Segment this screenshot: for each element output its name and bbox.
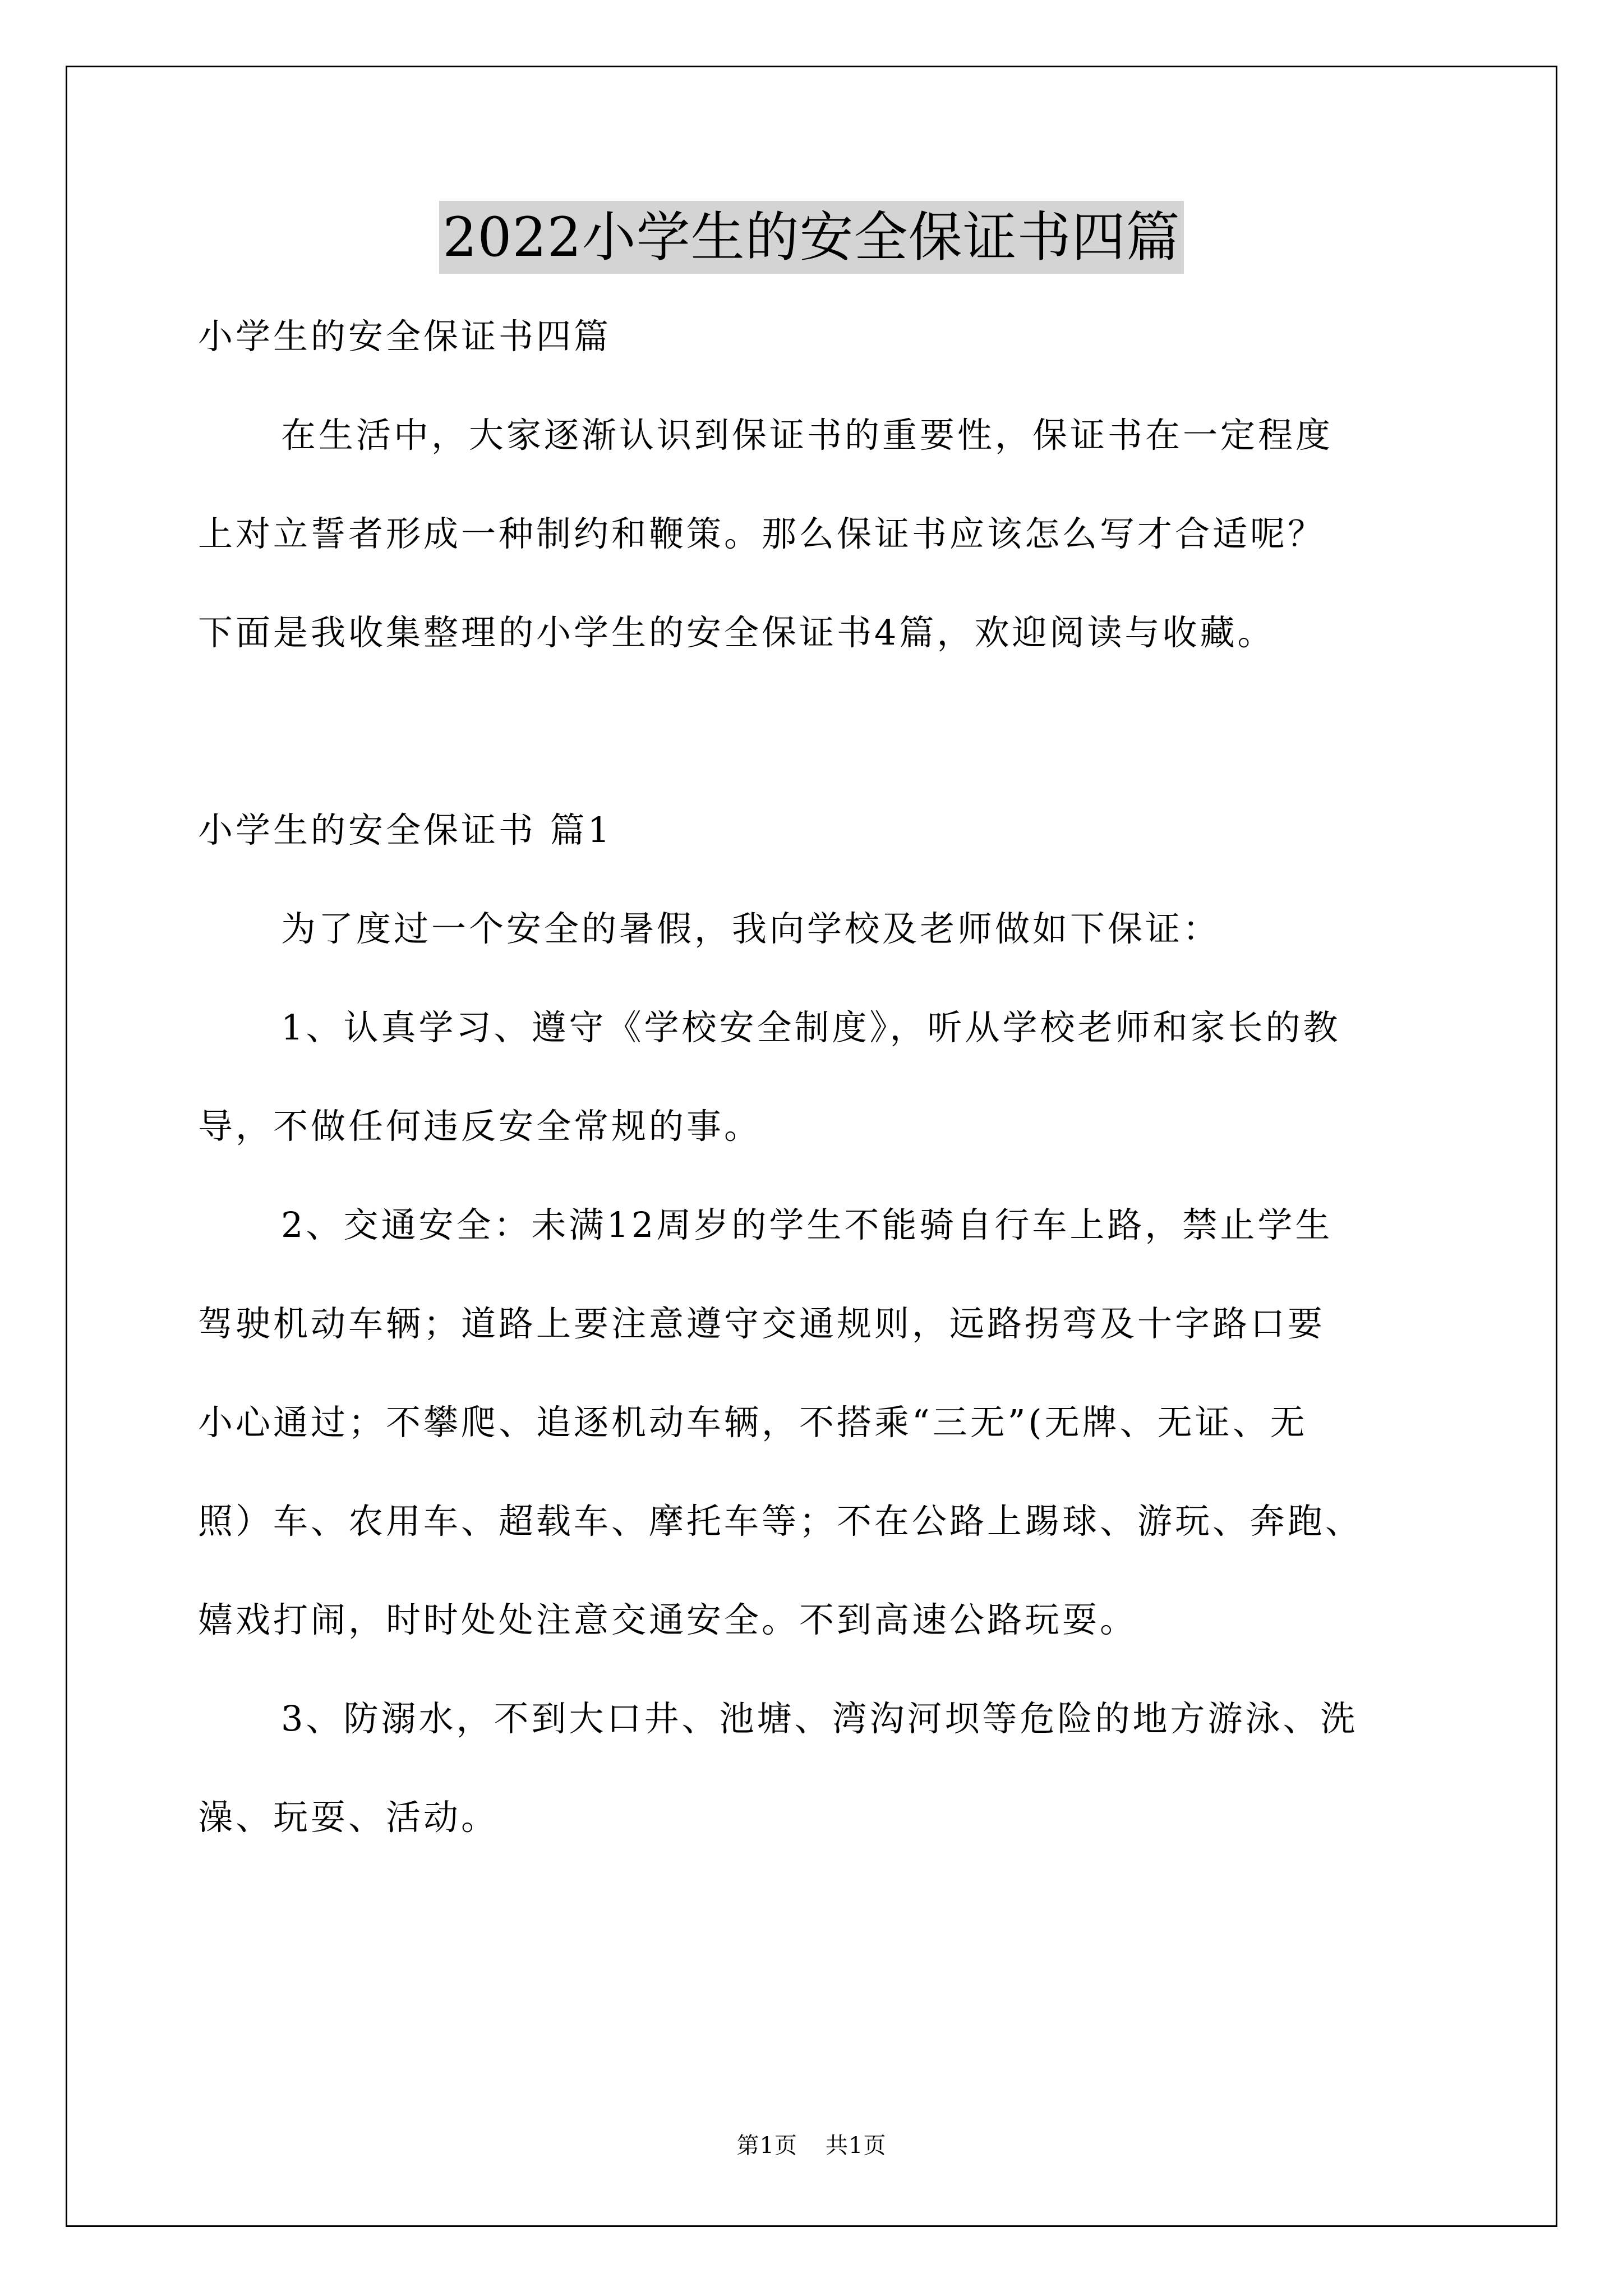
subtitle: 小学生的安全保证书四篇: [198, 316, 612, 357]
page-number: 第1页: [736, 2133, 797, 2159]
page-footer: [0, 2132, 1623, 2160]
page-total: 共1页: [826, 2133, 887, 2159]
intro-line-3: 下面是我收集整理的小学生的安全保证书4篇，欢迎阅读与收藏。: [198, 612, 1275, 653]
item-3-line-1: 3、防溺水，不到大口井、池塘、湾沟河坝等危险的地方游泳、洗: [281, 1698, 1358, 1739]
blank-line: [198, 698, 1437, 797]
document-body: [198, 303, 1437, 1883]
intro-line-1: 在生活中，大家逐渐认识到保证书的重要性，保证书在一定程度: [281, 415, 1334, 455]
item-2-line-5: 嬉戏打闹，时时处处注意交通安全。不到高速公路玩耍。: [198, 1599, 1138, 1640]
section-intro: 为了度过一个安全的暑假，我向学校及老师做如下保证：: [281, 908, 1221, 949]
item-1-line-2: 导，不做任何违反安全常规的事。: [198, 1106, 762, 1147]
item-1-line-1: 1、认真学习、遵守《学校安全制度》，听从学校老师和家长的教: [281, 1007, 1341, 1048]
title-block: [0, 201, 1623, 274]
item-2-line-1: 2、交通安全：未满12周岁的学生不能骑自行车上路，禁止学生: [281, 1204, 1333, 1245]
document-title: 2022小学生的安全保证书四篇: [439, 201, 1183, 274]
section-heading: 小学生的安全保证书 篇1: [198, 809, 613, 850]
item-2-line-3: 小心通过；不攀爬、追逐机动车辆，不搭乘“三无”(无牌、无证、无: [198, 1402, 1308, 1443]
item-3-line-2: 澡、玩耍、活动。: [198, 1797, 499, 1838]
item-2-line-2: 驾驶机动车辆；道路上要注意遵守交通规则，远路拐弯及十字路口要: [198, 1303, 1326, 1344]
intro-line-2: 上对立誓者形成一种制约和鞭策。那么保证书应该怎么写才合适呢？: [198, 513, 1326, 554]
item-2-line-4: 照）车、农用车、超载车、摩托车等；不在公路上踢球、游玩、奔跑、: [198, 1501, 1363, 1542]
